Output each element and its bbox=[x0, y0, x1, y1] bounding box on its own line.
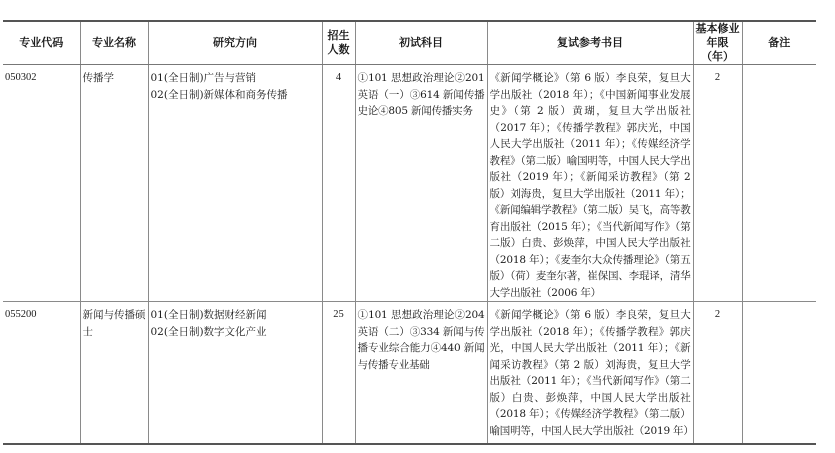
study-years: 2 bbox=[693, 302, 742, 444]
exam-subjects: ①101 思想政治理论②204英语（二）③334 新闻与传播专业综合能力④440 新闻与传播专业基础 bbox=[355, 302, 487, 444]
direction-item: 02(全日制)数字文化产业 bbox=[150, 325, 267, 338]
table-row bbox=[3, 302, 816, 444]
header-code: 专业代码 bbox=[3, 21, 80, 65]
header-remark: 备注 bbox=[742, 21, 816, 65]
table-row bbox=[3, 65, 816, 302]
enroll-count: 25 bbox=[322, 302, 355, 444]
header-years: 基本修业年限（年） bbox=[693, 21, 742, 65]
header-direction: 研究方向 bbox=[148, 21, 322, 65]
header-exam: 初试科目 bbox=[355, 21, 487, 65]
table-header-row bbox=[3, 21, 816, 65]
exam-subjects: ①101 思想政治理论②201英语（一）③614 新闻传播史论④805 新闻传播实务 bbox=[355, 65, 487, 302]
remark bbox=[742, 65, 816, 302]
reference-books: 《新闻学概论》（第 6 版）李良荣，复旦大学出版社（2018 年）；《传播学教程》郭庆光，中国人民大学出版社（2011 年）；《新闻采访教程》（第 2 版）刘海贵，复旦大学出版社（2011 年）；《当代新闻写作》（第二版）白贵、彭焕萍，中国人民大学出版社（2018 年）；《传媒经济学教程》（第二版）喻国明等，中国人民大学出版社（2019 年） bbox=[487, 302, 693, 444]
header-books: 复试参考书目 bbox=[487, 21, 693, 65]
enroll-count: 4 bbox=[322, 65, 355, 302]
remark bbox=[742, 302, 816, 444]
direction-item: 01(全日制)数据财经新闻 bbox=[150, 309, 267, 321]
direction-item: 02(全日制)新媒体和商务传播 bbox=[150, 88, 288, 101]
header-enroll: 招生人数 bbox=[322, 21, 355, 65]
research-directions bbox=[148, 302, 322, 444]
program-code: 055200 bbox=[3, 302, 80, 444]
reference-books: 《新闻学概论》（第 6 版）李良荣，复旦大学出版社（2018 年）；《中国新闻事业发展史》（第 2 版）黄瑚，复旦大学出版社（2017 年）；《传播学教程》郭庆光，中国人民大学出版社（2011 年）；《传媒经济学教程》（第二版）喻国明等，中国人民大学出版社（2019 年）；《新闻采访教程》（第 2 版）刘海贵，复旦大学出版社（2011 年）；《新闻编辑学教程》（第二版）吴飞，高等教育出版社（2015 年）；《当代新闻写作》（第二版）白贵、彭焕萍，中国人民大学出版社（2018 年）；《麦奎尔大众传播理论》（第五版）（荷）麦奎尔著，崔保国、李琨译，清华大学出版社（2006 年） bbox=[487, 65, 693, 302]
program-table bbox=[3, 20, 816, 445]
program-code: 050302 bbox=[3, 65, 80, 302]
header-name: 专业名称 bbox=[80, 21, 148, 65]
research-directions bbox=[148, 65, 322, 302]
program-name: 新闻与传播硕士 bbox=[80, 302, 148, 444]
direction-item: 01(全日制)广告与营销 bbox=[150, 72, 257, 84]
study-years: 2 bbox=[693, 65, 742, 302]
program-name: 传播学 bbox=[80, 65, 148, 302]
